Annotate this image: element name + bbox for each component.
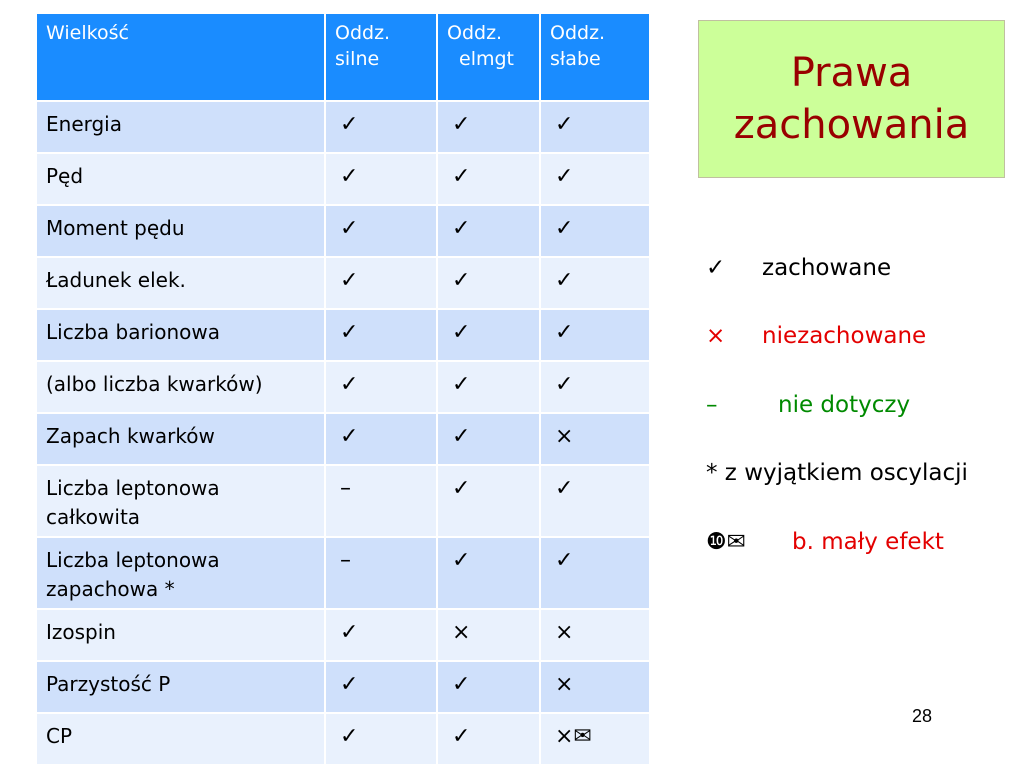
strong-mark: ✓ xyxy=(325,101,437,153)
weak-mark: ✓ xyxy=(540,101,650,153)
conservation-table xyxy=(35,12,651,766)
electromagnetic-mark: ✓ xyxy=(437,205,540,257)
strong-mark: ✓ xyxy=(325,713,437,765)
header-weak: Oddz. słabe xyxy=(540,13,650,101)
electromagnetic-mark: ✓ xyxy=(437,101,540,153)
strong-mark: ✓ xyxy=(325,413,437,465)
quantity-name: Izospin xyxy=(36,609,325,661)
legend-conserved-text: zachowane xyxy=(762,255,892,281)
quantity-name: (albo liczba kwarków) xyxy=(36,361,325,413)
legend-small-effect-text: b. mały efekt xyxy=(792,529,944,555)
header-electromagnetic: Oddz. elmgt xyxy=(437,13,540,101)
table-row xyxy=(36,361,650,413)
check-icon: ✓ xyxy=(706,255,726,281)
strong-mark: ✓ xyxy=(325,609,437,661)
electromagnetic-mark: ✓ xyxy=(437,537,540,609)
legend-not-applicable xyxy=(706,392,910,418)
electromagnetic-mark: ✓ xyxy=(437,661,540,713)
quantity-name: Liczba leptonowa zapachowa * xyxy=(36,537,325,609)
weak-mark: ✓ xyxy=(540,257,650,309)
table-row xyxy=(36,153,650,205)
quantity-name: Zapach kwarków xyxy=(36,413,325,465)
quantity-name: Pęd xyxy=(36,153,325,205)
weak-mark: × xyxy=(540,661,650,713)
electromagnetic-mark: ✓ xyxy=(437,713,540,765)
quantity-name: Liczba barionowa xyxy=(36,309,325,361)
quantity-name: Energia xyxy=(36,101,325,153)
electromagnetic-mark: ✓ xyxy=(437,465,540,537)
table-body xyxy=(36,101,650,765)
weak-mark: ✓ xyxy=(540,361,650,413)
table-row xyxy=(36,713,650,765)
dash-icon: – xyxy=(706,392,718,418)
electromagnetic-mark: ✓ xyxy=(437,413,540,465)
table-row xyxy=(36,661,650,713)
strong-mark: ✓ xyxy=(325,153,437,205)
electromagnetic-mark: ✓ xyxy=(437,361,540,413)
table-row xyxy=(36,537,650,609)
legend-conserved xyxy=(706,255,891,281)
table-row xyxy=(36,413,650,465)
title-line-1: Prawa xyxy=(790,50,913,96)
weak-mark: × xyxy=(540,413,650,465)
electromagnetic-mark: × xyxy=(437,609,540,661)
legend-not-conserved-text: niezachowane xyxy=(762,323,927,349)
strong-mark: – xyxy=(325,465,437,537)
table-row xyxy=(36,465,650,537)
weak-mark: ✓ xyxy=(540,309,650,361)
table-row xyxy=(36,205,650,257)
weak-mark: ✓ xyxy=(540,205,650,257)
legend-not-conserved xyxy=(706,323,926,349)
table-row xyxy=(36,101,650,153)
strong-mark: ✓ xyxy=(325,257,437,309)
slide-title xyxy=(698,20,1005,178)
electromagnetic-mark: ✓ xyxy=(437,153,540,205)
weak-mark: × xyxy=(540,609,650,661)
legend-small-effect xyxy=(706,529,944,555)
quantity-name: CP xyxy=(36,713,325,765)
quantity-name: Moment pędu xyxy=(36,205,325,257)
weak-mark: ✓ xyxy=(540,537,650,609)
strong-mark: ✓ xyxy=(325,361,437,413)
strong-mark: ✓ xyxy=(325,661,437,713)
quantity-name: Parzystość P xyxy=(36,661,325,713)
electromagnetic-mark: ✓ xyxy=(437,257,540,309)
electromagnetic-mark: ✓ xyxy=(437,309,540,361)
weak-mark: ✓ xyxy=(540,465,650,537)
header-strong: Oddz. silne xyxy=(325,13,437,101)
strong-mark: – xyxy=(325,537,437,609)
strong-mark: ✓ xyxy=(325,205,437,257)
weak-mark: ✓ xyxy=(540,153,650,205)
cross-icon: × xyxy=(706,323,726,349)
table-header-row xyxy=(36,13,650,101)
header-quantity: Wielkość xyxy=(36,13,325,101)
small-effect-icon: ❿✉ xyxy=(706,529,746,555)
title-line-2: zachowania xyxy=(733,102,970,148)
strong-mark: ✓ xyxy=(325,309,437,361)
quantity-name: Liczba leptonowa całkowita xyxy=(36,465,325,537)
table-row xyxy=(36,257,650,309)
weak-mark: ×✉ xyxy=(540,713,650,765)
page-number: 28 xyxy=(912,706,933,726)
legend-not-applicable-text: nie dotyczy xyxy=(778,392,911,418)
legend-note: * z wyjątkiem oscylacji xyxy=(706,460,968,486)
quantity-name: Ładunek elek. xyxy=(36,257,325,309)
table-row xyxy=(36,609,650,661)
table-row xyxy=(36,309,650,361)
